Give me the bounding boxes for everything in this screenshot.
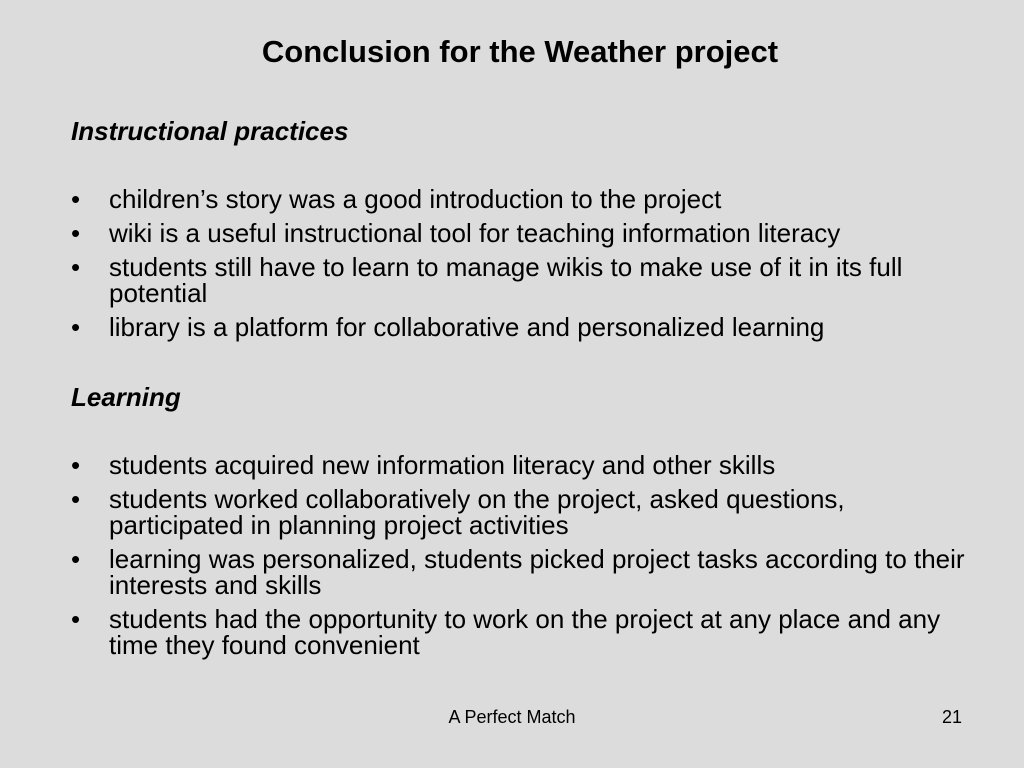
bullet-icon: • xyxy=(71,450,81,480)
bullet-icon: • xyxy=(71,312,81,342)
list-item xyxy=(71,452,971,478)
bullet-icon: • xyxy=(71,604,81,634)
list-item-text: students had the opportunity to work on the project at any place and any time they found convenient xyxy=(109,604,941,660)
bullet-list-instructional-practices xyxy=(71,186,971,348)
bullet-icon: • xyxy=(71,218,81,248)
list-item-text: children’s story was a good introduction to the project xyxy=(109,184,722,214)
list-item xyxy=(71,606,971,658)
list-item xyxy=(71,314,971,340)
slide-title: Conclusion for the Weather project xyxy=(261,34,779,69)
list-item xyxy=(71,220,971,246)
section-heading-learning: Learning xyxy=(71,382,181,412)
bullet-icon: • xyxy=(71,484,81,514)
footer-text: A Perfect Match xyxy=(448,707,576,727)
page-number: 21 xyxy=(941,707,962,727)
bullet-list-learning xyxy=(71,452,971,666)
list-item-text: students acquired new information literacy and other skills xyxy=(109,450,776,480)
section-heading-instructional-practices: Instructional practices xyxy=(71,116,349,146)
list-item xyxy=(71,254,971,306)
bullet-icon: • xyxy=(71,252,81,282)
list-item-text: students still have to learn to manage wikis to make use of it in its full potential xyxy=(109,252,903,308)
list-item xyxy=(71,186,971,212)
bullet-icon: • xyxy=(71,184,81,214)
list-item-text: students worked collaboratively on the project, asked questions, participated in planning project activities xyxy=(109,484,845,540)
bullet-icon: • xyxy=(71,544,81,574)
list-item-text: wiki is a useful instructional tool for teaching information literacy xyxy=(109,218,841,248)
list-item xyxy=(71,486,971,538)
list-item-text: library is a platform for collaborative and personalized learning xyxy=(109,312,825,342)
list-item xyxy=(71,546,971,598)
list-item-text: learning was personalized, students picked project tasks according to their interests and skills xyxy=(109,544,965,600)
